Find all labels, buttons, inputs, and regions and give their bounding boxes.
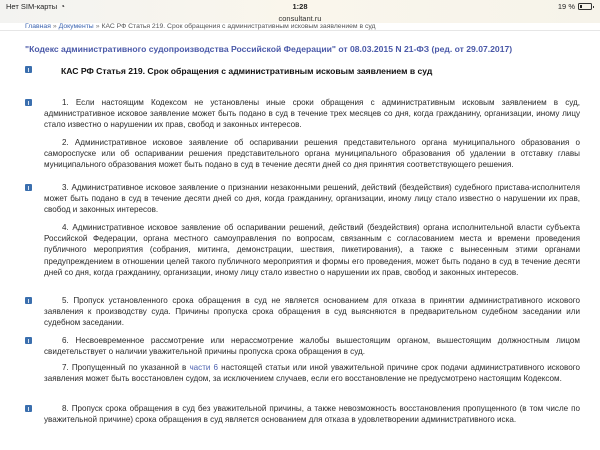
clock: 1:28 [292,2,308,11]
paragraph-3: 3. Административное исковое заявление о признании незаконными решений, действий (бездействия) судебного пристава-исполнителя может быть подано в суд в течение десяти дней со дня, когда гражданину, организации, иному лицу стало известно о нарушении их прав, свобод и законных интересов. [44,183,580,215]
wifi-icon: ◔ [60,2,65,11]
paragraph-8: 8. Пропуск срока обращения в суд без уважительной причины, а также невозможность восстановления пропущенного (в том числе по уважительной причине) срока обращения в суд является основанием для отказа в удовлетворении административного иска. [44,404,580,425]
info-icon[interactable] [25,297,32,304]
paragraph-5: 5. Пропуск установленного срока обращения в суд не является основанием для отказа в принятии административного искового заявления к производству суда. Причины пропуска срока обращения в суд выясняются в предварительном судебном заседании или судебном заседании. [44,296,580,328]
breadcrumb-separator: » [52,23,57,30]
paragraph-6: 6. Несвоевременное рассмотрение или нерассмотрение жалобы вышестоящим органом, вышестоящим должностным лицом свидетельствует о наличии уважительной причины пропуска срока обращения в суд. [44,336,580,357]
info-icon[interactable] [25,66,32,73]
breadcrumb [0,23,600,31]
link-part-6[interactable]: части 6 [189,363,219,372]
paragraph-7-end: настоящей статьи или иной уважительной причине срок подачи административного искового заявления может быть восстановлен судом, за исключением случаев, если его восстановление не предусмотрено настоящим Кодексом. [44,363,580,384]
info-icon[interactable] [25,337,32,344]
paragraph-4: 4. Административное исковое заявление об оспаривании решений, действий (бездействия) органа исполнительной власти субъекта Российской Федерации, органа местного самоуправления по вопросам, связанным с согласованием места и времени проведения публичного мероприятия (собрания, митинга, демонстрации, шествия, пикетирования), а также с вынесенным этими органами предупреждением в отношении целей такого публичного мероприятия и формы его проведения, может быть подано в суд в течение десяти дней со дня, когда гражданину, организации, иному лицу стало известно о нарушении их прав, свобод и законных интересов. [44,223,580,277]
breadcrumb-home[interactable]: Главная [25,23,51,30]
breadcrumb-documents[interactable]: Документы [58,23,94,30]
article-heading: КАС РФ Статья 219. Срок обращения с административным исковым заявлением в суд [61,66,433,76]
breadcrumb-separator: » [95,23,100,30]
document-title: "Кодекс административного судопроизводства Российской Федерации" от 08.03.2015 N 21-ФЗ (ред. от 29.07.2017) [25,44,513,54]
url-text[interactable]: consultant.ru [278,14,322,23]
battery-percent: 19 % [557,2,575,11]
info-icon[interactable] [25,99,32,106]
carrier-text: Нет SIM-карты [6,2,58,11]
battery-indicator [558,2,592,11]
battery-icon [578,3,592,10]
paragraph-2: 2. Административное исковое заявление об оспаривании решения представительного органа муниципального образования о самороспуске или об оспаривании решения представительного органа муниципального образования об удалении в отставку главы муниципального образования может быть подано в суд в течение десяти дней со дня принятия соответствующего решения. [44,138,580,170]
paragraph-7-start: 7. Пропущенный по указанной в [62,363,190,372]
battery-fill [580,5,582,8]
info-icon[interactable] [25,184,32,191]
breadcrumb-current: КАС РФ Статья 219. Срок обращения с административным исковым заявлением в суд [101,23,376,30]
paragraph-1: 1. Если настоящим Кодексом не установлены иные сроки обращения с административным исковым заявлением в суд, административное исковое заявление может быть подано в суд в течение трех месяцев со дня, когда гражданину, организации, иному лицу стало известно о нарушении их прав, свобод и законных интересов. [44,98,580,130]
info-icon[interactable] [25,405,32,412]
address-bar[interactable] [0,14,600,23]
paragraph-7 [44,362,580,384]
status-bar [0,0,600,14]
